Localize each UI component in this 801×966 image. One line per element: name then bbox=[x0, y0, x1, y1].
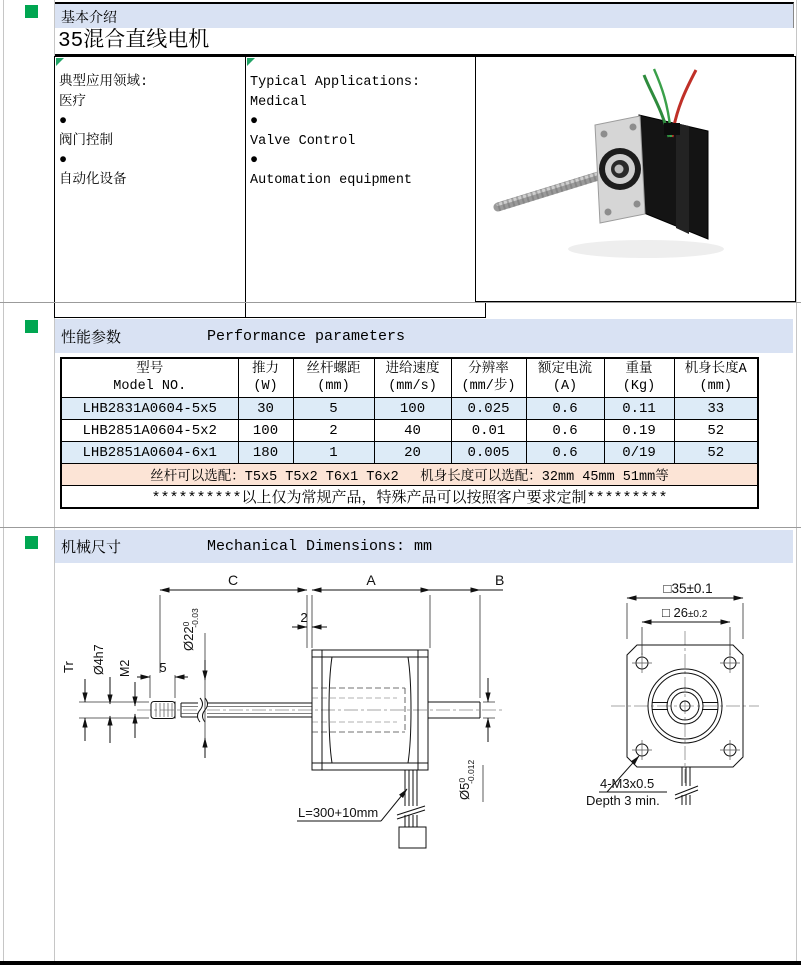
comment-triangle-icon bbox=[247, 58, 255, 66]
apps-en-line: Automation equipment bbox=[250, 172, 413, 188]
cell-length: 33 bbox=[674, 398, 758, 420]
dim-d5-label: $Ø5^0-0.012$ bbox=[457, 759, 476, 800]
applications-cell-cn bbox=[54, 56, 256, 318]
comment-triangle-icon bbox=[56, 58, 64, 66]
dim-c-label: C bbox=[227, 572, 239, 588]
cell-speed: 20 bbox=[374, 442, 451, 464]
performance-table bbox=[60, 357, 759, 509]
cell-resolution: 0.005 bbox=[451, 442, 526, 464]
dim-a-label: A bbox=[366, 572, 376, 588]
dim-b-label: B bbox=[495, 572, 505, 588]
table-row bbox=[61, 398, 758, 420]
col-header-thrust: 推力 (W) bbox=[238, 358, 293, 398]
cell-current: 0.6 bbox=[526, 420, 604, 442]
section-bullet-icon bbox=[25, 536, 38, 549]
options-note-row bbox=[61, 464, 758, 486]
dim-d22-label: $Ø22^0-0.03$ bbox=[181, 608, 200, 651]
bullet-icon: ● bbox=[59, 153, 68, 168]
table-header-row bbox=[61, 358, 758, 398]
cell-resolution: 0.025 bbox=[451, 398, 526, 420]
cell-current: 0.6 bbox=[526, 398, 604, 420]
cell-lead: 5 bbox=[293, 398, 374, 420]
cell-thrust: 30 bbox=[238, 398, 293, 420]
apps-en-line: Medical bbox=[250, 94, 307, 110]
bullet-icon: ● bbox=[59, 114, 68, 129]
table-row bbox=[61, 420, 758, 442]
cell-lead: 1 bbox=[293, 442, 374, 464]
dim-d4h7-label: Ø4h7 bbox=[92, 644, 106, 675]
dim-5-label: 5 bbox=[159, 660, 167, 675]
section-bullet-icon bbox=[25, 320, 38, 333]
screw-depth-label: Depth 3 min. bbox=[586, 793, 660, 808]
cell-resolution: 0.01 bbox=[451, 420, 526, 442]
cable-length-label: L=300+10mm bbox=[298, 805, 379, 820]
performance-header-cn: 性能参数 bbox=[61, 329, 122, 347]
section-divider bbox=[0, 527, 801, 528]
section-header-performance bbox=[55, 319, 793, 353]
col-header-length: 机身长度A (mm) bbox=[674, 358, 758, 398]
section-header-mechanical bbox=[55, 530, 793, 563]
dim-tr-label: Tr bbox=[61, 661, 76, 673]
dim-2-label: 2 bbox=[300, 610, 308, 625]
bullet-icon: ● bbox=[250, 153, 259, 168]
product-photo bbox=[476, 57, 792, 298]
apps-en-line: Typical Applications: bbox=[250, 75, 421, 90]
cell-thrust: 100 bbox=[238, 420, 293, 442]
cell-weight: 0.19 bbox=[604, 420, 674, 442]
dim-sq26-label: □ 26±0.2 bbox=[662, 605, 708, 620]
col-header-weight: 重量 (Kg) bbox=[604, 358, 674, 398]
cell-model: LHB2851A0604-5x2 bbox=[61, 420, 238, 442]
footer-note-row bbox=[61, 486, 758, 509]
section-header-intro bbox=[55, 2, 794, 31]
cell-thrust: 180 bbox=[238, 442, 293, 464]
cell-model: LHB2851A0604-6x1 bbox=[61, 442, 238, 464]
mechanical-drawing bbox=[55, 565, 797, 961]
cell-lead: 2 bbox=[293, 420, 374, 442]
section-bullet-icon bbox=[25, 5, 38, 18]
screw-spec-label: 4-M3x0.5 bbox=[600, 776, 655, 791]
apps-en-line: Valve Control bbox=[250, 133, 356, 149]
col-header-speed: 进给速度 (mm/s) bbox=[374, 358, 451, 398]
side-dimensions bbox=[61, 572, 504, 821]
apps-cn-line: 典型应用领域: bbox=[59, 75, 149, 90]
cell-model: LHB2831A0604-5x5 bbox=[61, 398, 238, 420]
page-left-rule bbox=[3, 0, 4, 961]
cell-length: 52 bbox=[674, 442, 758, 464]
cell-weight: 0/19 bbox=[604, 442, 674, 464]
cell-current: 0.6 bbox=[526, 442, 604, 464]
dim-sq35-label: □35±0.1 bbox=[663, 581, 713, 596]
cell-speed: 100 bbox=[374, 398, 451, 420]
col-header-resolution: 分辨率 (mm/步) bbox=[451, 358, 526, 398]
page-bottom-bar bbox=[0, 961, 801, 965]
col-header-model: 型号 Model NO. bbox=[61, 358, 238, 398]
product-title: 35混合直线电机 bbox=[55, 28, 794, 56]
front-dimensions bbox=[586, 581, 743, 808]
section-header-intro-label: 基本介绍 bbox=[61, 11, 117, 27]
mechanical-header-cn: 机械尺寸 bbox=[61, 540, 122, 557]
cell-weight: 0.11 bbox=[604, 398, 674, 420]
col-header-lead: 丝杆螺距 (mm) bbox=[293, 358, 374, 398]
apps-cn-line: 自动化设备 bbox=[59, 172, 127, 188]
mechanical-header-en: Mechanical Dimensions: mm bbox=[207, 538, 433, 555]
col-header-current: 额定电流 (A) bbox=[526, 358, 604, 398]
apps-cn-line: 阀门控制 bbox=[59, 133, 113, 149]
product-photo-cell bbox=[475, 56, 796, 302]
table-row bbox=[61, 442, 758, 464]
footer-note: **********以上仅为常规产品，特殊产品可以按照客户要求定制********* bbox=[61, 486, 758, 509]
bullet-icon: ● bbox=[250, 114, 259, 129]
options-note: 丝杆可以选配：T5x5 T5x2 T6x1 T6x2 机身长度可以选配：32mm 45mm 51mm等 bbox=[61, 464, 758, 486]
apps-cn-line: 医疗 bbox=[59, 94, 86, 110]
cell-length: 52 bbox=[674, 420, 758, 442]
dim-m2-label: M2 bbox=[118, 659, 132, 677]
applications-cell-en bbox=[245, 56, 486, 318]
cell-speed: 40 bbox=[374, 420, 451, 442]
performance-header-en: Performance parameters bbox=[207, 327, 406, 345]
section-divider bbox=[0, 302, 801, 303]
